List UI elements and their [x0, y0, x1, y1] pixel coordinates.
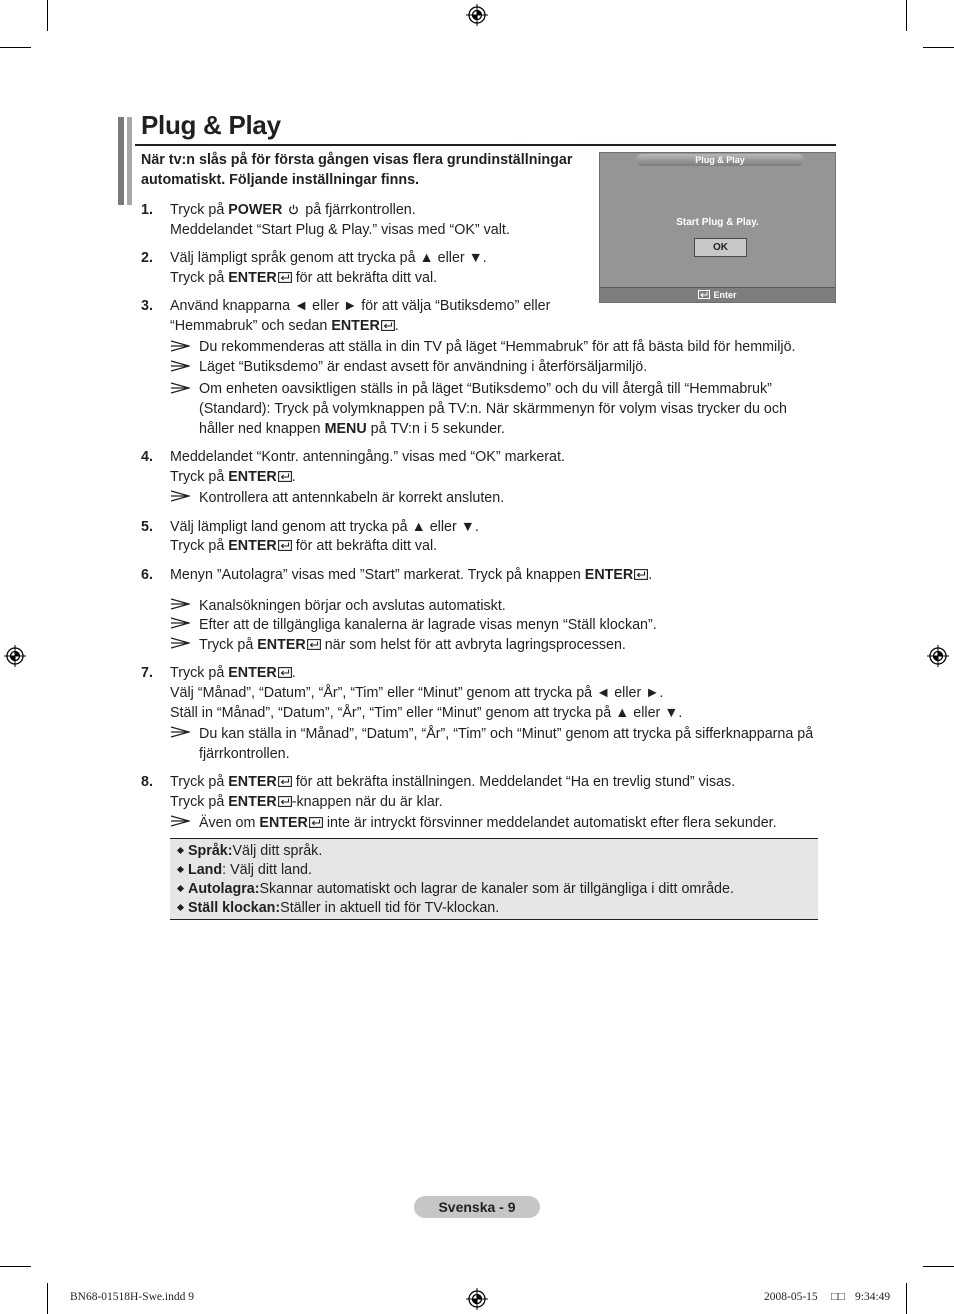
- step-text: på fjärrkontrollen.: [301, 202, 416, 218]
- step-2-line-2: [170, 268, 437, 288]
- note-arrow-icon: [170, 490, 190, 502]
- step-text: Tryck på: [170, 270, 229, 286]
- note-arrow-icon: [170, 637, 190, 649]
- info-term: Ställ klockan:: [188, 900, 281, 916]
- step-text: när som helst för att avbryta lagringsprocessen.: [320, 637, 626, 653]
- enter-label: ENTER: [228, 665, 277, 681]
- enter-icon: [698, 290, 710, 299]
- step-text: Tryck på: [170, 665, 229, 681]
- power-label: POWER: [228, 202, 283, 218]
- slug-time: 9:34:49: [855, 1291, 891, 1303]
- bullet-icon: [177, 904, 184, 911]
- bullet-icon: [177, 847, 184, 854]
- step-number: 6.: [141, 567, 153, 583]
- enter-label: ENTER: [584, 567, 634, 583]
- info-desc: Skannar automatiskt och lagrar de kanaler som är tillgängliga i ditt område.: [259, 881, 734, 897]
- osd-screen: [599, 152, 836, 303]
- osd-ok-button[interactable]: OK: [694, 238, 747, 257]
- osd-message: Start Plug & Play.: [676, 217, 759, 228]
- step-number: 4.: [141, 449, 153, 465]
- step-text: Tryck på: [170, 202, 229, 218]
- crop-mark: [923, 1266, 954, 1267]
- step-text: håller ned knappen: [199, 421, 325, 437]
- info-desc: Välj ditt språk.: [232, 843, 323, 859]
- info-desc: : Välj ditt land.: [222, 862, 312, 878]
- step-text: Tryck på: [199, 637, 258, 653]
- step-2-line-1: Välj lämpligt språk genom att trycka på ▲ eller ▼.: [170, 250, 487, 266]
- step-3-note: Om enheten oavsiktligen ställs in på läget “Butiksdemo” och du vill återgå till “Hemmabruk”: [199, 381, 772, 397]
- step-7-line-3: Ställ in “Månad”, “Datum”, “År”, “Tim” eller “Minut” genom att trycka på ▲ eller ▼.: [170, 705, 683, 721]
- info-term: Land: [188, 862, 223, 878]
- step-text: inte är intryckt försvinner meddelandet automatiskt efter flera sekunder.: [322, 815, 777, 831]
- step-text: Tryck på: [170, 469, 229, 485]
- page-title: Plug & Play: [141, 110, 281, 140]
- step-4-note: Kontrollera att antennkabeln är korrekt ansluten.: [199, 490, 505, 506]
- note-arrow-icon: [170, 815, 190, 827]
- note-arrow-icon: [170, 340, 190, 352]
- note-arrow-icon: [170, 617, 190, 629]
- step-text: Menyn ”Autolagra” visas med ”Start” markerat. Tryck på knappen: [170, 567, 585, 583]
- enter-icon: [278, 776, 292, 787]
- step-6-note: Kanalsökningen börjar och avslutas automatiskt.: [199, 598, 506, 614]
- step-3-note: [199, 419, 505, 439]
- step-text: på TV:n i 5 sekunder.: [366, 421, 505, 437]
- step-text: Även om: [199, 815, 260, 831]
- step-number: 5.: [141, 519, 153, 535]
- info-desc: Ställer in aktuell tid för TV-klockan.: [280, 900, 500, 916]
- osd-footer-label: Enter: [713, 290, 737, 300]
- enter-icon: [309, 817, 323, 828]
- step-text: .: [291, 665, 296, 681]
- intro-line: När tv:n slås på för första gången visas flera grundinställningar: [141, 152, 573, 168]
- info-item: [178, 861, 312, 880]
- step-3-note: Du rekommenderas att ställa in din TV på läget “Hemmabruk” för att få bästa bild för hemmiljö.: [199, 339, 796, 355]
- enter-icon: [634, 569, 648, 580]
- step-1-line-2: Meddelandet “Start Plug & Play.” visas med “OK” valt.: [170, 222, 510, 238]
- info-item: [178, 880, 734, 899]
- info-term: Autolagra:: [188, 881, 260, 897]
- slug-boxes: □□: [831, 1291, 845, 1303]
- step-7-note: Du kan ställa in “Månad”, “Datum”, “År”, “Tim” och “Minut” genom att trycka på sifferknapparna på: [199, 726, 814, 742]
- step-text: .: [291, 469, 296, 485]
- note-arrow-icon: [170, 726, 190, 738]
- enter-label: ENTER: [259, 815, 308, 831]
- enter-label: ENTER: [228, 270, 277, 286]
- enter-label: ENTER: [228, 774, 277, 790]
- title-accent-bar: [118, 117, 124, 205]
- registration-mark-icon: [466, 1288, 488, 1310]
- enter-icon: [307, 639, 321, 650]
- info-box: [170, 838, 818, 920]
- step-6-note: Efter att de tillgängliga kanalerna är lagrade visas menyn “Ställ klockan”.: [199, 617, 657, 633]
- step-text: Tryck på: [170, 538, 229, 554]
- step-7-line-2: Välj “Månad”, “Datum”, “År”, “Tim” eller “Minut” genom att trycka på ◄ eller ►.: [170, 685, 664, 701]
- step-text: Tryck på: [170, 794, 229, 810]
- step-7-note: fjärrkontrollen.: [199, 746, 290, 762]
- enter-icon: [278, 272, 292, 283]
- step-text: Tryck på: [170, 774, 229, 790]
- note-arrow-icon: [170, 598, 190, 610]
- step-text: “Hemmabruk” och sedan: [170, 318, 332, 334]
- step-4-line-1: Meddelandet “Kontr. antenningång.” visas med “OK” markerat.: [170, 449, 565, 465]
- power-icon: [288, 204, 299, 215]
- crop-mark: [0, 1266, 31, 1267]
- enter-label: ENTER: [228, 469, 277, 485]
- note-arrow-icon: [170, 382, 190, 394]
- bullet-icon: [177, 885, 184, 892]
- step-1-line-1: [170, 200, 416, 220]
- enter-label: ENTER: [228, 538, 277, 554]
- registration-mark-icon: [466, 4, 488, 26]
- step-number: 8.: [141, 774, 153, 790]
- enter-label: ENTER: [331, 318, 380, 334]
- page-number-badge: Svenska - 9: [414, 1196, 540, 1218]
- enter-label: ENTER: [257, 637, 306, 653]
- step-4-line-2: [170, 467, 296, 487]
- intro-line: automatiskt. Följande inställningar finns.: [141, 172, 420, 188]
- step-8-line-2: [170, 792, 443, 812]
- slug-date: 2008-05-15: [764, 1291, 818, 1303]
- step-3-line-2: [170, 316, 399, 336]
- step-text: .: [648, 567, 653, 583]
- enter-icon: [278, 796, 292, 807]
- step-3-note: Läget “Butiksdemo” är endast avsett för användning i återförsäljarmiljö.: [199, 359, 648, 375]
- slug-file: BN68-01518H-Swe.indd 9: [70, 1291, 194, 1303]
- crop-mark: [0, 47, 31, 48]
- osd-footer: [600, 287, 835, 302]
- crop-mark: [923, 47, 954, 48]
- enter-icon: [278, 667, 292, 678]
- info-term: Språk:: [188, 843, 233, 859]
- step-text: för att bekräfta inställningen. Meddelandet “Ha en trevlig stund” visas.: [291, 774, 736, 790]
- enter-icon: [278, 540, 292, 551]
- step-7-line-1: [170, 663, 296, 683]
- step-number: 3.: [141, 298, 153, 314]
- crop-mark: [906, 1283, 907, 1314]
- step-5-line-2: [170, 536, 437, 556]
- enter-icon: [278, 471, 292, 482]
- title-rule: [135, 144, 836, 146]
- enter-icon: [381, 320, 395, 331]
- menu-label: MENU: [324, 421, 367, 437]
- title-accent-bar: [127, 117, 132, 205]
- crop-mark: [47, 1283, 48, 1314]
- registration-mark-icon: [927, 645, 949, 667]
- step-3-note: (Standard): Tryck på volymknappen på TV:n. När skärmmenyn för volym visas trycker du och: [199, 401, 787, 417]
- bullet-icon: [177, 866, 184, 873]
- osd-header: Plug & Play: [636, 154, 804, 166]
- step-text: för att bekräfta ditt val.: [291, 270, 438, 286]
- step-6-line-1: [170, 565, 652, 585]
- note-arrow-icon: [170, 360, 190, 372]
- step-number: 2.: [141, 250, 153, 266]
- step-3-line-1: Använd knapparna ◄ eller ► för att välja “Butiksdemo” eller: [170, 298, 551, 314]
- step-8-note: [199, 813, 777, 833]
- step-6-note: [199, 635, 626, 655]
- info-item: [178, 842, 322, 861]
- step-5-line-1: Välj lämpligt land genom att trycka på ▲ eller ▼.: [170, 519, 479, 535]
- crop-mark: [906, 0, 907, 31]
- step-text: .: [394, 318, 399, 334]
- step-text: för att bekräfta ditt val.: [291, 538, 438, 554]
- info-item: [178, 899, 499, 918]
- step-number: 1.: [141, 202, 153, 218]
- step-text: -knappen när du är klar.: [291, 794, 443, 810]
- registration-mark-icon: [4, 645, 26, 667]
- enter-label: ENTER: [228, 794, 277, 810]
- step-8-line-1: [170, 772, 735, 792]
- crop-mark: [47, 0, 48, 31]
- step-number: 7.: [141, 665, 153, 681]
